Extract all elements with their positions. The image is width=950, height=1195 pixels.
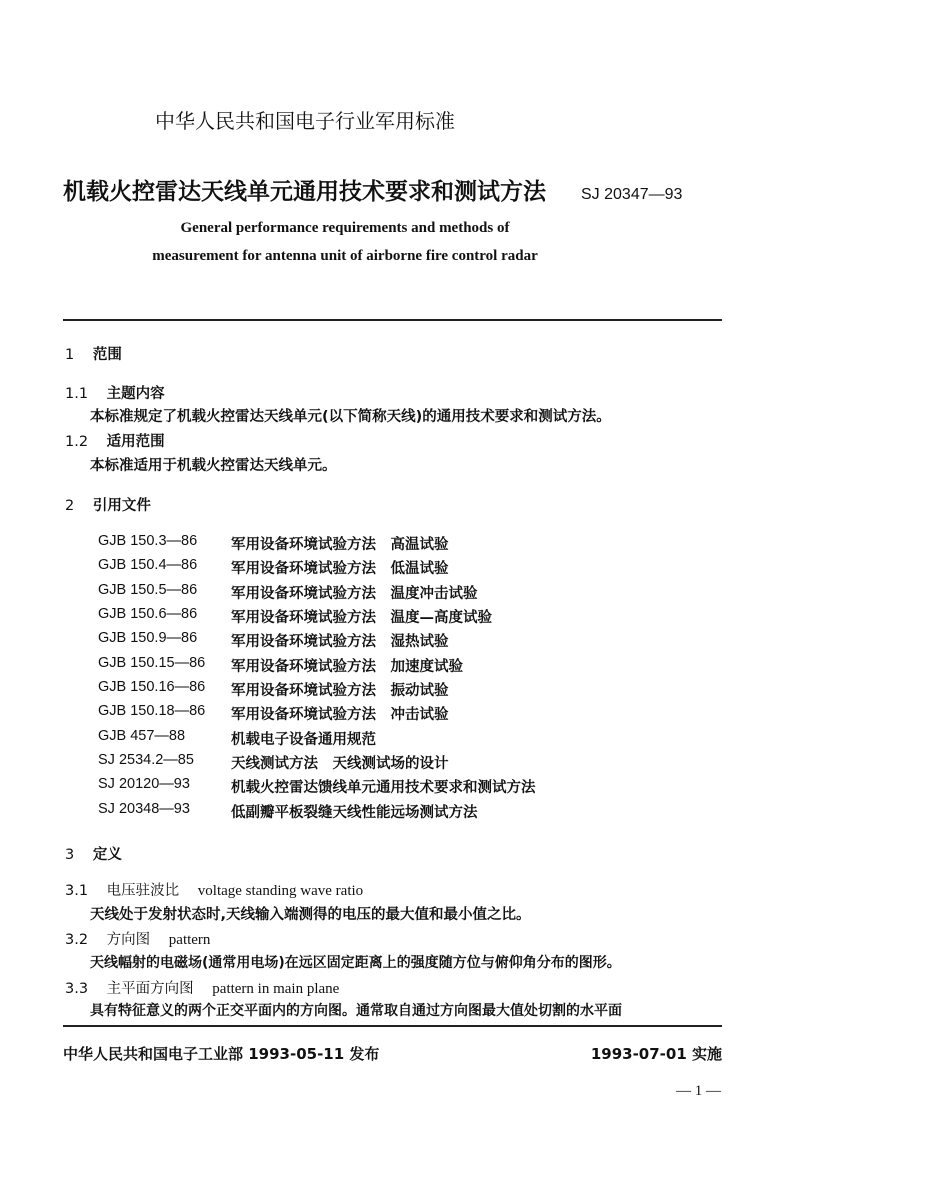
standard-code: SJ 20347—93 bbox=[581, 186, 683, 203]
section-3-2-heading bbox=[65, 928, 210, 949]
effective-date: 1993-07-01 实施 bbox=[590, 1045, 722, 1063]
section-number: 2 bbox=[65, 498, 75, 514]
reference-title: 机载电子设备通用规范 bbox=[231, 732, 376, 748]
section-title: 定义 bbox=[92, 847, 122, 863]
reference-code: GJB 150.3—86 bbox=[98, 533, 198, 549]
section-3-3-heading bbox=[65, 977, 339, 998]
section-3-2-body: 天线幅射的电磁场(通常用电场)在远区固定距离上的强度随方位与俯仰角分布的图形。 bbox=[90, 955, 621, 971]
footer-rule bbox=[63, 1025, 722, 1027]
reference-title: 机载火控雷达馈线单元通用技术要求和测试方法 bbox=[231, 780, 536, 796]
page-number: — 1 — bbox=[676, 1083, 721, 1099]
reference-title: 军用设备环境试验方法 高温试验 bbox=[231, 537, 449, 553]
reference-code: GJB 150.5—86 bbox=[98, 582, 198, 598]
reference-title: 军用设备环境试验方法 温度—高度试验 bbox=[231, 610, 492, 626]
section-1-2-heading bbox=[65, 430, 165, 451]
reference-title: 军用设备环境试验方法 振动试验 bbox=[231, 683, 449, 699]
reference-code: GJB 150.6—86 bbox=[98, 606, 198, 622]
document-title-en-line1: General performance requirements and methods of bbox=[180, 220, 510, 236]
section-1-2-body: 本标准适用于机载火控雷达天线单元。 bbox=[90, 458, 337, 474]
org-standard-heading: 中华人民共和国电子行业军用标准 bbox=[155, 109, 455, 133]
reference-title: 军用设备环境试验方法 加速度试验 bbox=[231, 659, 463, 675]
reference-code: GJB 150.9—86 bbox=[98, 630, 198, 646]
section-title: 引用文件 bbox=[92, 498, 151, 514]
section-title: 主平面方向图 bbox=[106, 981, 194, 997]
section-title: 范围 bbox=[92, 347, 122, 363]
section-number: 3 bbox=[65, 847, 75, 863]
section-title: 主题内容 bbox=[106, 386, 165, 402]
section-title-en: voltage standing wave ratio bbox=[197, 883, 364, 899]
reference-title: 军用设备环境试验方法 温度冲击试验 bbox=[231, 586, 478, 602]
section-number: 1.1 bbox=[65, 386, 89, 402]
section-number: 1.2 bbox=[65, 434, 89, 450]
reference-title: 军用设备环境试验方法 冲击试验 bbox=[231, 707, 449, 723]
reference-code: GJB 150.15—86 bbox=[98, 655, 206, 671]
document-title-cn: 机载火控雷达天线单元通用技术要求和测试方法 bbox=[63, 179, 546, 205]
reference-code: GJB 150.4—86 bbox=[98, 557, 198, 573]
section-2-heading bbox=[65, 494, 151, 515]
reference-title: 军用设备环境试验方法 低温试验 bbox=[231, 561, 449, 577]
section-1-1-body: 本标准规定了机载火控雷达天线单元(以下简称天线)的通用技术要求和测试方法。 bbox=[90, 409, 611, 425]
reference-title: 低副瓣平板裂缝天线性能远场测试方法 bbox=[231, 805, 478, 821]
header-rule bbox=[63, 319, 722, 321]
section-number: 3.1 bbox=[65, 883, 89, 899]
section-title: 方向图 bbox=[106, 932, 151, 948]
section-number: 3.2 bbox=[65, 932, 89, 948]
section-3-1-body: 天线处于发射状态时,天线输入端测得的电压的最大值和最小值之比。 bbox=[90, 907, 531, 923]
section-title: 适用范围 bbox=[106, 434, 165, 450]
section-title-en: pattern bbox=[168, 932, 211, 948]
section-3-1-heading bbox=[65, 879, 363, 900]
section-title: 电压驻波比 bbox=[106, 883, 180, 899]
reference-code: SJ 2534.2—85 bbox=[98, 752, 194, 768]
section-1-heading bbox=[65, 343, 122, 364]
reference-title: 天线测试方法 天线测试场的设计 bbox=[231, 756, 449, 772]
reference-code: GJB 457—88 bbox=[98, 728, 186, 744]
reference-code: SJ 20348—93 bbox=[98, 801, 190, 817]
section-number: 3.3 bbox=[65, 981, 89, 997]
document-title-en-line2: measurement for antenna unit of airborne fire control radar bbox=[152, 248, 538, 264]
section-3-3-body: 具有特征意义的两个正交平面内的方向图。通常取自通过方向图最大值处切割的水平面 bbox=[90, 1003, 622, 1019]
section-title-en: pattern in main plane bbox=[212, 981, 340, 997]
section-3-heading bbox=[65, 843, 122, 864]
reference-title: 军用设备环境试验方法 湿热试验 bbox=[231, 634, 449, 650]
reference-code: GJB 150.16—86 bbox=[98, 679, 206, 695]
reference-code: GJB 150.18—86 bbox=[98, 703, 206, 719]
section-1-1-heading bbox=[65, 382, 165, 403]
section-number: 1 bbox=[65, 347, 75, 363]
reference-code: SJ 20120—93 bbox=[98, 776, 190, 792]
issued-by: 中华人民共和国电子工业部 1993-05-11 发布 bbox=[63, 1045, 380, 1063]
